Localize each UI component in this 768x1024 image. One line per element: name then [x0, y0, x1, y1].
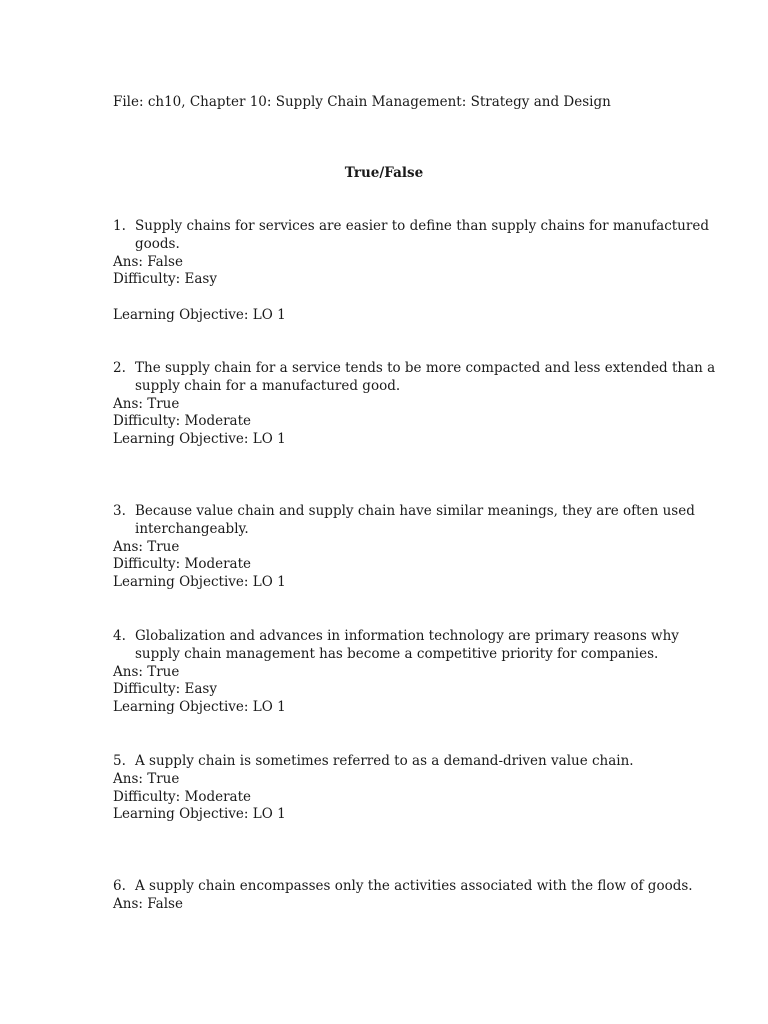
question-text: The supply chain for a service tends to be more compacted and less extended than a [135, 360, 716, 376]
question-text: Because value chain and supply chain have similar meanings, they are often used [135, 503, 695, 519]
question-text-continued: supply chain management has become a competitive priority for companies. [135, 645, 659, 662]
difficulty: Difficulty: Moderate [113, 788, 252, 805]
answer: Ans: False [113, 895, 183, 912]
file-header: File: ch10, Chapter 10: Supply Chain Management: Strategy and Design [113, 94, 611, 110]
question-number: 4. [113, 628, 126, 644]
answer: Ans: True [113, 395, 180, 412]
question-number: 3. [113, 503, 126, 519]
question-item [113, 628, 679, 717]
question-item [113, 218, 709, 325]
answer: Ans: True [113, 770, 180, 787]
question-item [113, 878, 693, 914]
question-text: A supply chain is sometimes referred to as a demand-driven value chain. [135, 753, 634, 769]
answer: Ans: True [113, 538, 180, 555]
learning-objective: Learning Objective: LO 1 [113, 699, 286, 716]
question-number: 2. [113, 360, 126, 376]
question-text: Supply chains for services are easier to define than supply chains for manufactured [135, 218, 709, 234]
question-text: Globalization and advances in information technology are primary reasons why [135, 628, 679, 644]
difficulty: Difficulty: Moderate [113, 413, 252, 430]
difficulty: Difficulty: Easy [113, 681, 217, 698]
learning-objective: Learning Objective: LO 1 [113, 806, 286, 823]
difficulty: Difficulty: Easy [113, 271, 217, 288]
question-item [113, 753, 673, 824]
learning-objective: Learning Objective: LO 1 [113, 307, 286, 324]
question-number: 6. [113, 878, 126, 894]
question-text-continued: interchangeably. [135, 520, 249, 537]
learning-objective: Learning Objective: LO 1 [113, 431, 286, 448]
difficulty: Difficulty: Moderate [113, 556, 252, 573]
question-number: 1. [113, 218, 126, 234]
question-number: 5. [113, 753, 126, 769]
question-text-continued: goods. [135, 235, 180, 252]
question-text-continued: supply chain for a manufactured good. [135, 377, 401, 394]
question-text: A supply chain encompasses only the activities associated with the flow of goods. [135, 878, 693, 894]
answer: Ans: False [113, 253, 183, 270]
learning-objective: Learning Objective: LO 1 [113, 574, 286, 591]
answer: Ans: True [113, 663, 180, 680]
question-item [113, 503, 695, 592]
question-item [113, 360, 716, 449]
section-title: True/False [344, 165, 424, 181]
